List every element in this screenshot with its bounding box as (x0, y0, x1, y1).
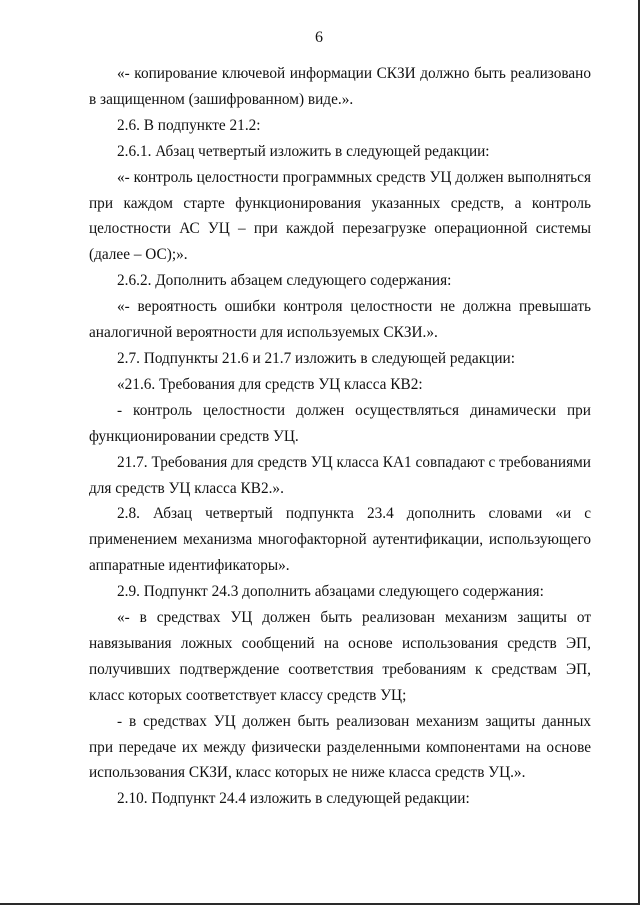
paragraph-21-6: «21.6. Требования для средств УЦ класса КВ2: (117, 375, 423, 393)
paragraph-2-8: 2.8. Абзац четвертый подпункта 23.4 дополнить словами «и с применением механизма многофакторной аутентификации, использующего аппаратные идентификаторы». (89, 505, 591, 575)
paragraph-data-protection: - в средствах УЦ должен быть реализован механизм защиты данных при передаче их между физически разделенными компонентами на основе использования СКЗИ, класс которых не ниже класса средств УЦ.». (89, 712, 591, 782)
paragraph-quote-false-messages: «- в средствах УЦ должен быть реализован механизм защиты от навязывания ложных сообщений на основе использования средств ЭП, получивших подтверждение соответствия требованиям к средствам ЭП, класс которых соответствует классу средств УЦ; (89, 609, 591, 704)
document-body (89, 61, 591, 812)
paragraph-2-6: 2.6. В подпункте 21.2: (117, 116, 261, 134)
paragraph-2-6-1: 2.6.1. Абзац четвертый изложить в следующей редакции: (117, 142, 490, 160)
paragraph-dynamic-integrity: - контроль целостности должен осуществляться динамически при функционировании средств УЦ. (89, 401, 591, 445)
paragraph-quote-integrity-control: «- контроль целостности программных средств УЦ должен выполняться при каждом старте функционирования указанных средств, а контроль целостности АС УЦ – при каждой перезагрузке операционной системы (далее – ОС);». (89, 168, 591, 264)
paragraph-2-6-2: 2.6.2. Дополнить абзацем следующего содержания: (117, 272, 452, 290)
paragraph-quote-error-probability: «- вероятность ошибки контроля целостности не должна превышать аналогичной вероятности для используемых СКЗИ.». (89, 298, 591, 342)
paragraph-quote-copy-key-info: «- копирование ключевой информации СКЗИ должно быть реализовано в защищенном (зашифрованном) виде.». (89, 65, 591, 108)
page-number: 6 (315, 29, 323, 46)
paragraph-2-7: 2.7. Подпункты 21.6 и 21.7 изложить в следующей редакции: (117, 349, 515, 367)
paragraph-2-9: 2.9. Подпункт 24.3 дополнить абзацами следующего содержания: (117, 583, 544, 601)
paragraph-2-10: 2.10. Подпункт 24.4 изложить в следующей редакции: (117, 790, 470, 808)
paragraph-21-7: 21.7. Требования для средств УЦ класса КА1 совпадают с требованиями для средств УЦ класса КВ2.». (89, 453, 591, 497)
